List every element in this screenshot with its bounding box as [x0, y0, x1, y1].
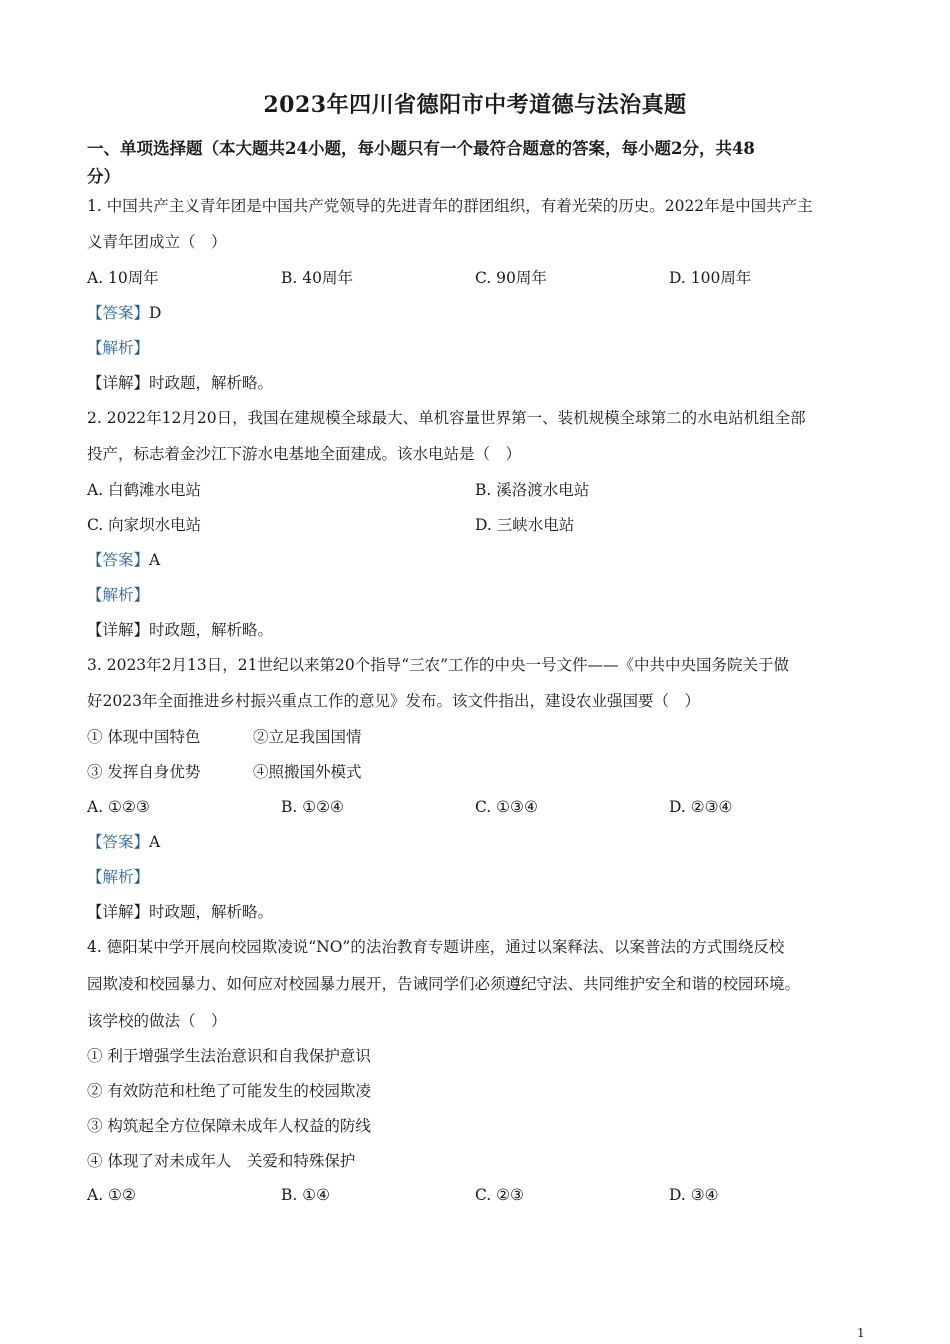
q4-item-2: ② 有效防范和杜绝了可能发生的校园欺凌 — [87, 1082, 371, 1100]
page-title: 2023年四川省德阳市中考道德与法治真题 — [263, 92, 687, 118]
q3-stem-line-2: 好2023年全面推进乡村振兴重点工作的意见》发布。该文件指出，建设农业强国要（ ） — [87, 692, 700, 710]
section-heading-line-1: 一、单项选择题（本大题共24小题，每小题只有一个最符合题意的答案，每小题2分，共48 — [87, 139, 755, 158]
q1-option-a: A. 10周年 — [87, 269, 159, 287]
q2-option-c: C. 向家坝水电站 — [87, 516, 202, 534]
q3-item-4: ④照搬国外模式 — [253, 763, 362, 781]
q4-item-3: ③ 构筑起全方位保障未成年人权益的防线 — [87, 1117, 371, 1135]
q3-option-c: C. ①③④ — [475, 798, 538, 816]
q3-item-3: ③ 发挥自身优势 — [87, 763, 201, 781]
answer-tag: 【答案】 — [87, 551, 150, 569]
detail-tag: 【详解】 — [87, 903, 150, 921]
section-heading-line-2: 分） — [87, 167, 120, 186]
q2-option-b: B. 溪洛渡水电站 — [475, 481, 590, 499]
q2-answer-value: A — [149, 551, 161, 569]
q4-option-b: B. ①④ — [281, 1186, 331, 1204]
answer-tag: 【答案】 — [87, 304, 150, 322]
q1-option-c: C. 90周年 — [475, 269, 547, 287]
q1-analysis-tag: 【解析】 — [87, 339, 150, 357]
q2-detail-text: 时政题，解析略。 — [149, 621, 274, 639]
q4-item-1: ① 利于增强学生法治意识和自我保护意识 — [87, 1047, 371, 1065]
q4-option-a: A. ①② — [87, 1186, 136, 1204]
q1-detail-text: 时政题，解析略。 — [149, 374, 274, 392]
page-number: 1 — [857, 1326, 865, 1340]
detail-tag: 【详解】 — [87, 374, 150, 392]
q3-item-1: ① 体现中国特色 — [87, 728, 201, 746]
q1-answer-value: D — [149, 304, 162, 322]
answer-tag: 【答案】 — [87, 833, 150, 851]
q3-option-b: B. ①②④ — [281, 798, 344, 816]
q1-option-b: B. 40周年 — [281, 269, 353, 287]
q2-option-a: A. 白鹤滩水电站 — [87, 481, 202, 499]
q3-option-d: D. ②③④ — [669, 798, 733, 816]
q4-stem-line-1: 4. 德阳某中学开展向校园欺凌说“NO”的法治教育专题讲座，通过以案释法、以案普法的方式围绕反校 — [87, 938, 785, 956]
q2-option-d: D. 三峡水电站 — [475, 516, 575, 534]
q3-option-a: A. ①②③ — [87, 798, 150, 816]
q2-answer — [87, 550, 160, 570]
q2-stem-line-2: 投产，标志着金沙江下游水电基地全面建成。该水电站是（ ） — [87, 445, 522, 463]
q2-detail — [87, 620, 273, 640]
q3-item-2: ②立足我国国情 — [253, 728, 362, 746]
q4-stem-line-2: 园欺凌和校园暴力、如何应对校园暴力展开，告诫同学们必须遵纪守法、共同维护安全和谐的校园环境。 — [87, 975, 801, 993]
q4-option-d: D. ③④ — [669, 1186, 719, 1204]
q1-detail — [87, 373, 273, 393]
q3-answer-value: A — [149, 833, 161, 851]
q4-item-4: ④ 体现了对未成年人 关爱和特殊保护 — [87, 1152, 356, 1170]
q3-analysis-tag: 【解析】 — [87, 868, 150, 886]
q3-stem-line-1: 3. 2023年2月13日，21世纪以来第20个指导“三农”工作的中央一号文件——《中共中央国务院关于做 — [87, 656, 790, 674]
detail-tag: 【详解】 — [87, 621, 150, 639]
q2-stem-line-1: 2. 2022年12月20日，我国在建规模全球最大、单机容量世界第一、装机规模全球第二的水电站机组全部 — [87, 409, 806, 427]
q1-stem-line-1: 1. 中国共产主义青年团是中国共产党领导的先进青年的群团组织，有着光荣的历史。2022年是中国共产主 — [87, 197, 813, 215]
section-heading — [87, 135, 867, 191]
q3-answer — [87, 832, 160, 852]
q3-detail — [87, 902, 273, 922]
q1-answer — [87, 303, 161, 323]
q1-option-d: D. 100周年 — [669, 269, 752, 287]
q2-analysis-tag: 【解析】 — [87, 586, 150, 604]
q1-stem-line-2: 义青年团成立（ ） — [87, 233, 227, 251]
q3-detail-text: 时政题，解析略。 — [149, 903, 274, 921]
q4-stem-line-3: 该学校的做法（ ） — [87, 1012, 227, 1030]
q4-option-c: C. ②③ — [475, 1186, 524, 1204]
